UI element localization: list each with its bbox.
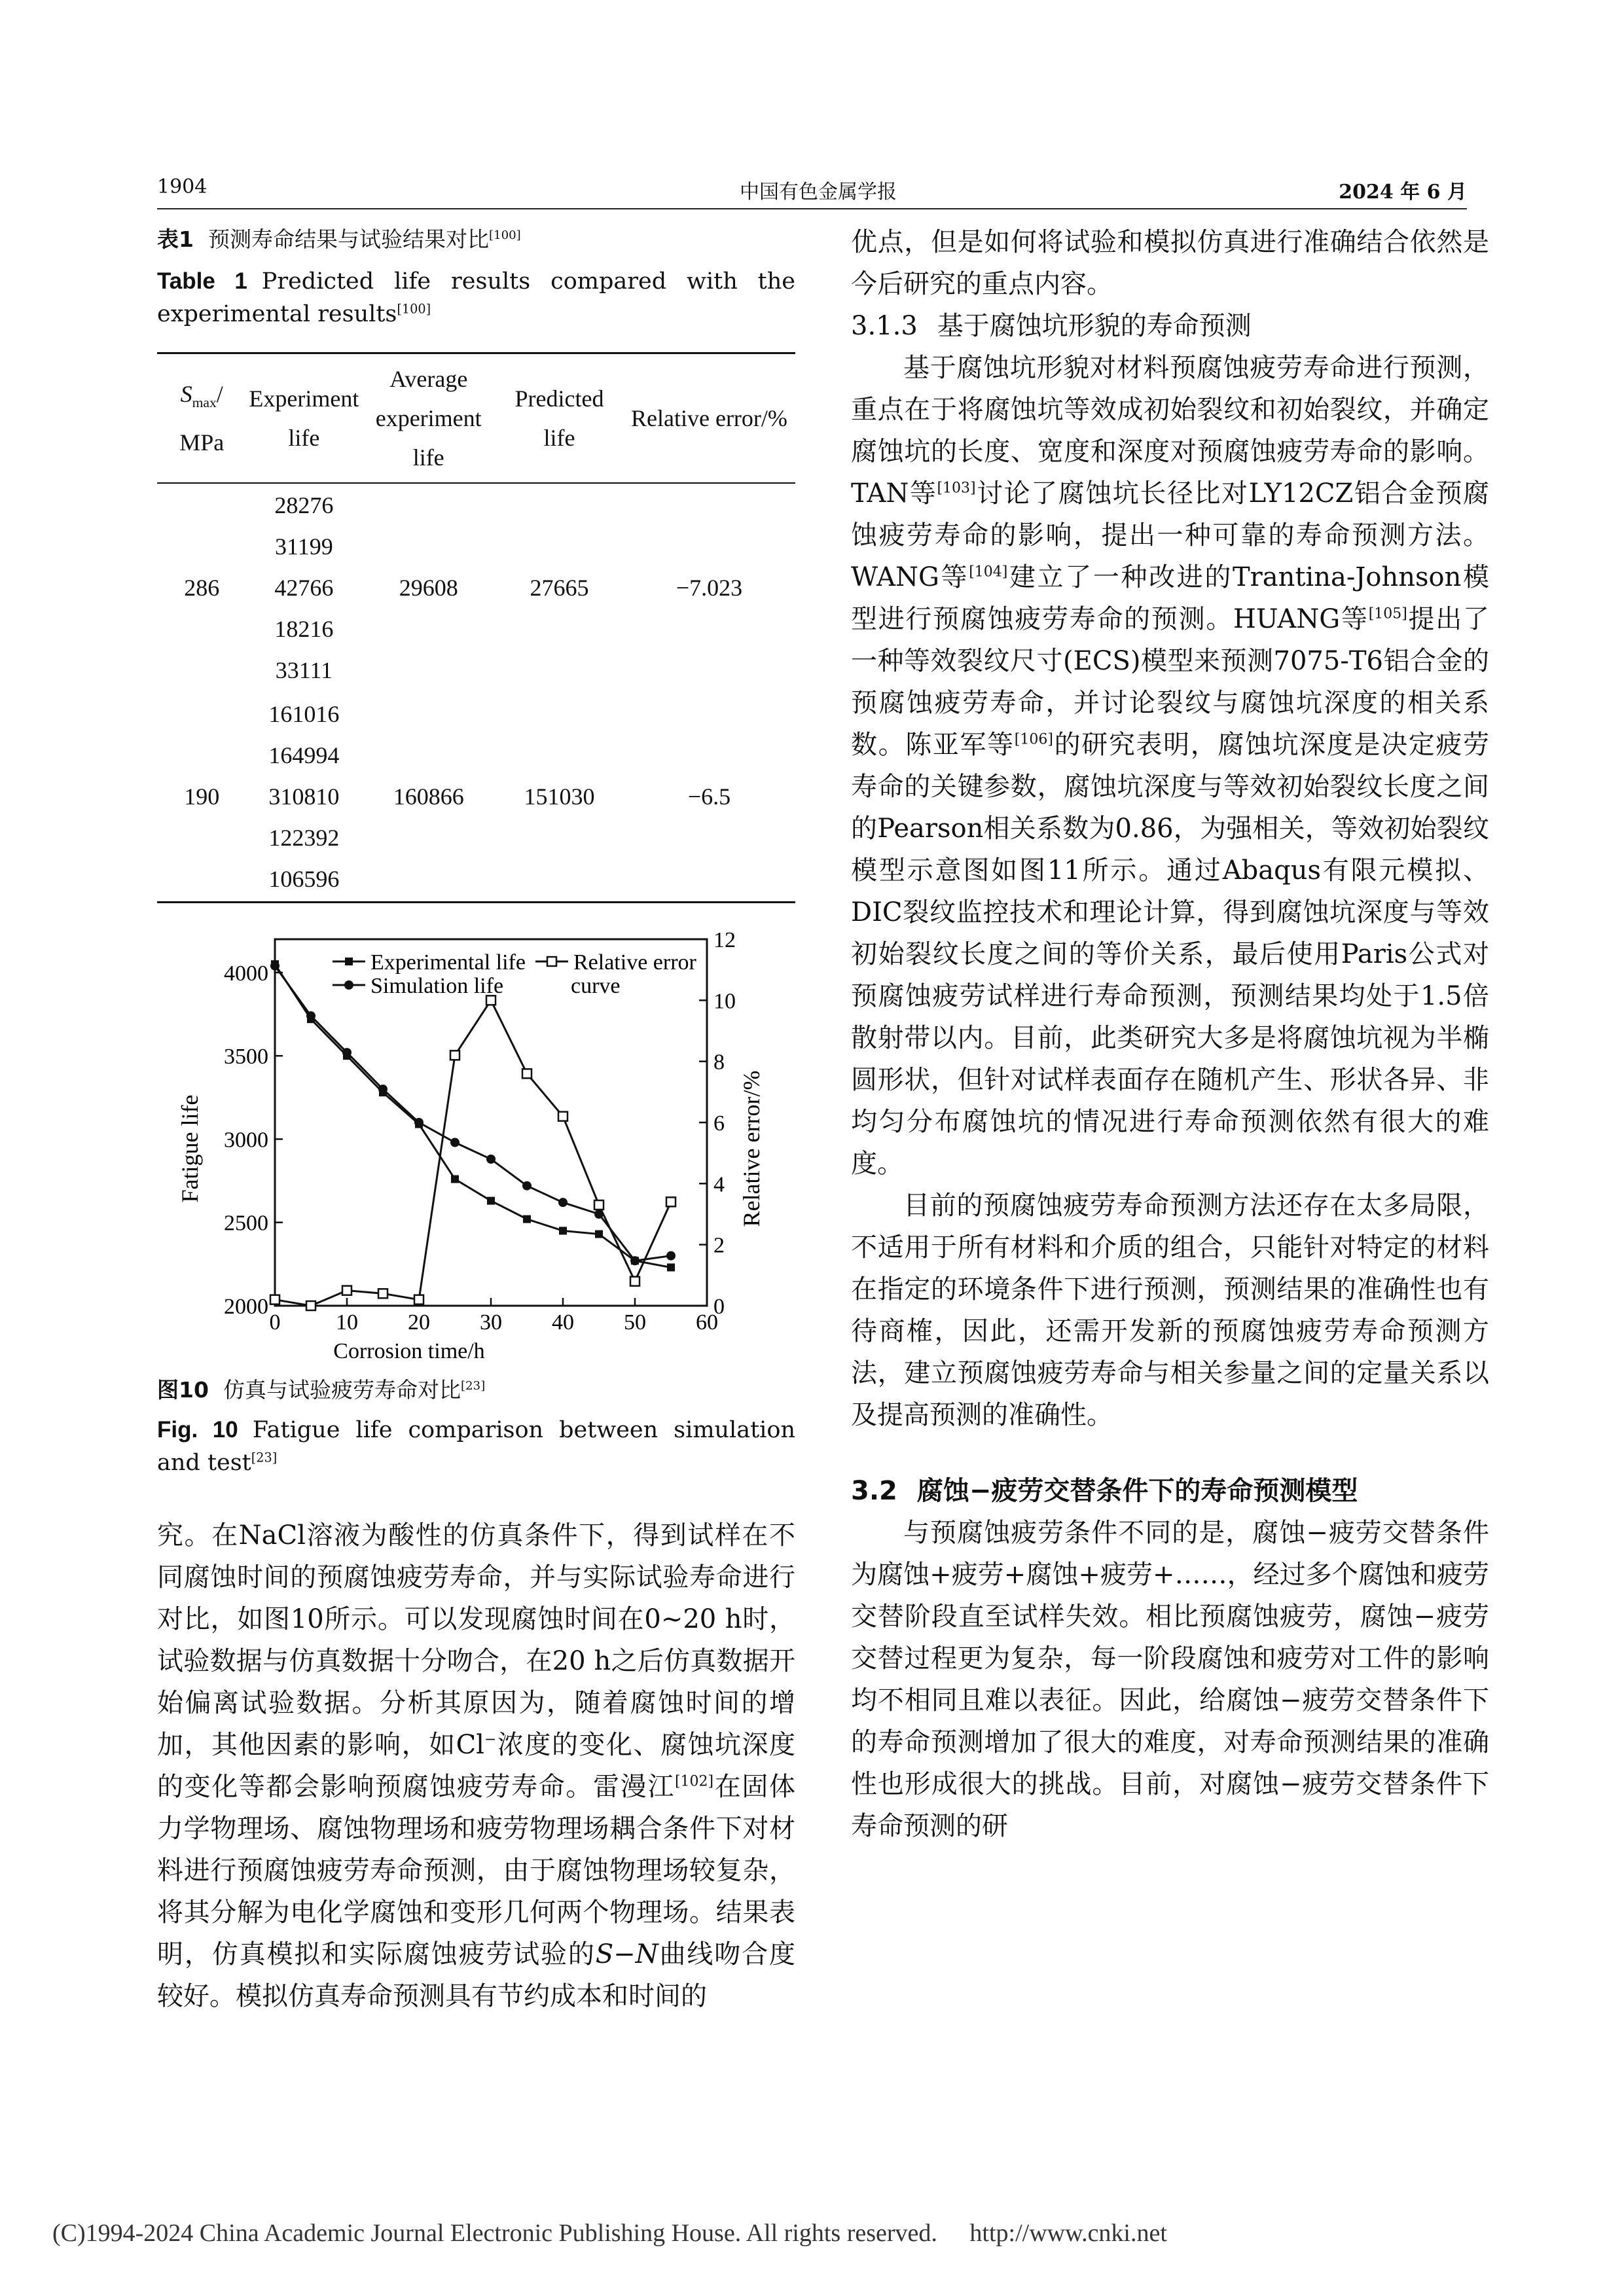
data-point [523, 1215, 531, 1223]
journal-title: 中国有色金属学报 [740, 181, 897, 204]
figure10-label-zh: 图10 [157, 1377, 209, 1403]
y-tick-label: 4000 [224, 961, 268, 986]
data-point [630, 1256, 640, 1265]
th-experiment-life: Experiment life [249, 386, 359, 451]
x-tick-label: 50 [624, 1310, 646, 1335]
th-predicted-life: Predicted life [514, 386, 604, 451]
y-tick-label: 3000 [224, 1128, 268, 1153]
cell-experiment-lives: 161016 164994 310810 122392 106596 [268, 700, 340, 892]
figure10-caption-zh: 图10 仿真与试验疲劳寿命对比[23] [157, 1377, 486, 1403]
section-3-2-heading: 3.2 腐蚀−疲劳交替条件下的寿命预测模型 [851, 1476, 1358, 1506]
section-3-1-3-heading: 3.1.3 基于腐蚀坑形貌的寿命预测 [851, 311, 1252, 341]
y-tick-label: 3500 [224, 1045, 268, 1069]
figure10-chart [157, 926, 766, 1371]
table-row [157, 692, 795, 902]
cell-average: 29608 [399, 575, 458, 601]
x-tick-label: 20 [408, 1310, 430, 1335]
issue-date: 2024 年 6 月 [1339, 181, 1467, 204]
data-point [378, 1085, 388, 1094]
x-tick-label: 10 [336, 1310, 358, 1335]
data-point [667, 1263, 675, 1271]
y2-tick-label: 8 [713, 1050, 725, 1075]
table1-label-zh: 表1 [157, 226, 194, 252]
series-line-2 [275, 1000, 671, 1306]
cell-smax: 286 [184, 575, 220, 601]
table1-grid [157, 352, 795, 903]
data-point [451, 1175, 459, 1183]
data-point [487, 1197, 495, 1205]
y-tick-label: 2500 [224, 1211, 268, 1236]
x-tick-label: 30 [480, 1310, 502, 1335]
cell-error: −7.023 [676, 575, 743, 601]
footer-url: http://www.cnki.net [969, 2219, 1167, 2247]
chart-legend [333, 950, 697, 998]
table1-caption-zh: 表1 预测寿命结果与试验结果对比[100] [157, 226, 521, 252]
legend-error-line1: Relative error [573, 950, 696, 975]
data-point [522, 1181, 532, 1191]
cell-smax: 190 [184, 783, 220, 810]
data-point [558, 1198, 568, 1207]
footer [52, 2219, 1167, 2248]
data-point [270, 961, 280, 971]
header-rule [157, 208, 1467, 209]
legend-simulation: Simulation life [370, 974, 504, 998]
data-point [342, 1048, 352, 1057]
table1 [157, 352, 795, 903]
series-line-0 [275, 964, 671, 1267]
data-point [378, 1289, 388, 1298]
data-point [666, 1251, 676, 1261]
figure10-label-en: Fig. 10 [157, 1417, 238, 1443]
th-relative-error: Relative error/% [631, 405, 787, 431]
y2-tick-label: 10 [713, 989, 736, 1014]
data-point [522, 1069, 532, 1078]
data-point [270, 1295, 280, 1304]
cell-predicted: 27665 [530, 575, 589, 601]
legend-error-line2: curve [571, 974, 621, 998]
data-point [630, 1277, 640, 1286]
cell-predicted: 151030 [524, 783, 595, 810]
x-axis-label: Corrosion time/h [333, 1339, 485, 1363]
th-smax: $S_{max}/$ MPa [179, 381, 225, 456]
right-paragraph-0: 优点，但是如何将试验和模拟仿真进行准确结合依然是今后研究的重点内容。 [851, 227, 1489, 299]
data-point [450, 1050, 460, 1060]
table1-caption-en: Table 1 Predicted life results compared with the experimental results[100] [157, 268, 795, 327]
x-tick-label: 40 [552, 1310, 574, 1335]
data-point [666, 1197, 676, 1206]
cell-experiment-lives: 28276 31199 42766 18216 33111 [274, 492, 334, 683]
series-line-1 [275, 966, 671, 1261]
data-point [342, 1286, 352, 1295]
data-point [450, 1138, 460, 1147]
table1-label-en: Table 1 [157, 268, 247, 294]
page-number: 1904 [157, 175, 208, 198]
right-paragraph-2: 目前的预腐蚀疲劳寿命预测方法还存在太多局限，不适用于所有材料和介质的组合，只能针对特定的材料在指定的环境条件下进行预测，预测结果的准确性也有待商榷，因此，还需开发新的预腐蚀疲劳寿命预测方法，建立预腐蚀疲劳寿命与相关参量之间的定量关系以及提高预测的准确性。 [851, 1191, 1489, 1430]
data-point [486, 1155, 496, 1164]
table-header-row [157, 353, 795, 484]
data-point [414, 1295, 424, 1304]
data-point [595, 1230, 603, 1238]
left-paragraph: 究。在NaCl溶液为酸性的仿真条件下，得到试样在不同腐蚀时间的预腐蚀疲劳寿命，并与实际试验寿命进行对比，如图10所示。可以发现腐蚀时间在0~20 h时，试验数据与仿真数据十分吻合，在20 h之后仿真数据开始偏离试验数据。分析其原因为，随着腐蚀时间的增加，其他因素的影响，如Cl−浓度的变化、腐蚀坑深度的变化等都会影响预腐蚀疲劳寿命。雷漫江[102]在固体力学物理场、腐蚀物理场和疲劳物理场耦合条件下对材料进行预腐蚀疲劳寿命预测，由于腐蚀物理场较复杂，将其分解为电化学腐蚀和变形几何两个物理场。结果表明，仿真模拟和实际腐蚀疲劳试验的S−N曲线吻合度较好。模拟仿真寿命预测具有节约成本和时间的 [157, 1520, 796, 2011]
table-row [157, 483, 795, 692]
y2-tick-label: 4 [713, 1172, 725, 1197]
cell-error: −6.5 [687, 783, 731, 810]
right-paragraph-1: 基于腐蚀坑形貌对材料预腐蚀疲劳寿命进行预测，重点在于将腐蚀坑等效成初始裂纹和初始裂纹，并确定腐蚀坑的长度、宽度和深度对预腐蚀疲劳寿命的影响。TAN等[103]讨论了腐蚀坑长径比对LY12CZ铝合金预腐蚀疲劳寿命的影响，提出一种可靠的寿命预测方法。WANG等[104]建立了一种改进的Trantina-Johnson模型进行预腐蚀疲劳寿命的预测。HUANG等[105]提出了一种等效裂纹尺寸(ECS)模型来预测7075-T6铝合金的预腐蚀疲劳寿命，并讨论裂纹与腐蚀坑深度的相关系数。陈亚军等[106]的研究表明，腐蚀坑深度是决定疲劳寿命的关键参数，腐蚀坑深度与等效初始裂纹长度之间的Pearson相关系数为0.86，为强相关，等效初始裂纹模型示意图如图11所示。通过Abaqus有限元模拟、DIC裂纹监控技术和理论计算，得到腐蚀坑深度与等效初始裂纹长度之间的等价关系，最后使用Paris公式对预腐蚀疲劳试样进行寿命预测，预测结果均处于1.5倍散射带以内。目前，此类研究大多是将腐蚀坑视为半椭圆形状，但针对试样表面存在随机产生、形状各异、非均匀分布腐蚀坑的情况进行寿命预测依然有很大的难度。 [851, 353, 1490, 1179]
legend-experimental: Experimental life [370, 950, 526, 975]
data-point [414, 1118, 424, 1127]
data-point [559, 1227, 567, 1234]
y-axis-label: Fatigue life [177, 1094, 203, 1203]
th-average-life: Average experiment life [375, 366, 482, 471]
data-point [594, 1200, 604, 1210]
y2-axis-label: Relative error/% [738, 1070, 765, 1227]
y2-tick-label: 2 [713, 1233, 725, 1258]
data-point [306, 1011, 316, 1020]
right-body-text [851, 221, 1489, 1847]
footer-copyright: (C)1994-2024 China Academic Journal Electronic Publishing House. All rights reserved. [52, 2219, 937, 2247]
x-tick-label: 60 [696, 1310, 718, 1335]
y2-tick-label: 0 [713, 1295, 725, 1319]
cell-average: 160866 [393, 783, 464, 810]
x-tick-label: 0 [269, 1310, 281, 1335]
left-body-text [157, 1515, 795, 2169]
data-point [306, 1301, 316, 1310]
figure10-caption-en: Fig. 10 Fatigue life comparison between simulation and test[23] [157, 1417, 795, 1476]
y-tick-label: 2000 [224, 1295, 268, 1319]
right-paragraph-3: 与预腐蚀疲劳条件不同的是，腐蚀−疲劳交替条件为腐蚀+疲劳+腐蚀+疲劳+……，经过多个腐蚀和疲劳交替阶段直至试样失效。相比预腐蚀疲劳，腐蚀−疲劳交替过程更为复杂，每一阶段腐蚀和疲劳对工件的影响均不相同且难以表征。因此，给腐蚀−疲劳交替条件下的寿命预测增加了很大的难度，对寿命预测结果的准确性也形成很大的挑战。目前，对腐蚀−疲劳交替条件下寿命预测的研 [851, 1518, 1489, 1841]
data-point [558, 1112, 568, 1121]
y2-tick-label: 12 [713, 928, 736, 952]
y2-tick-label: 6 [713, 1111, 725, 1136]
